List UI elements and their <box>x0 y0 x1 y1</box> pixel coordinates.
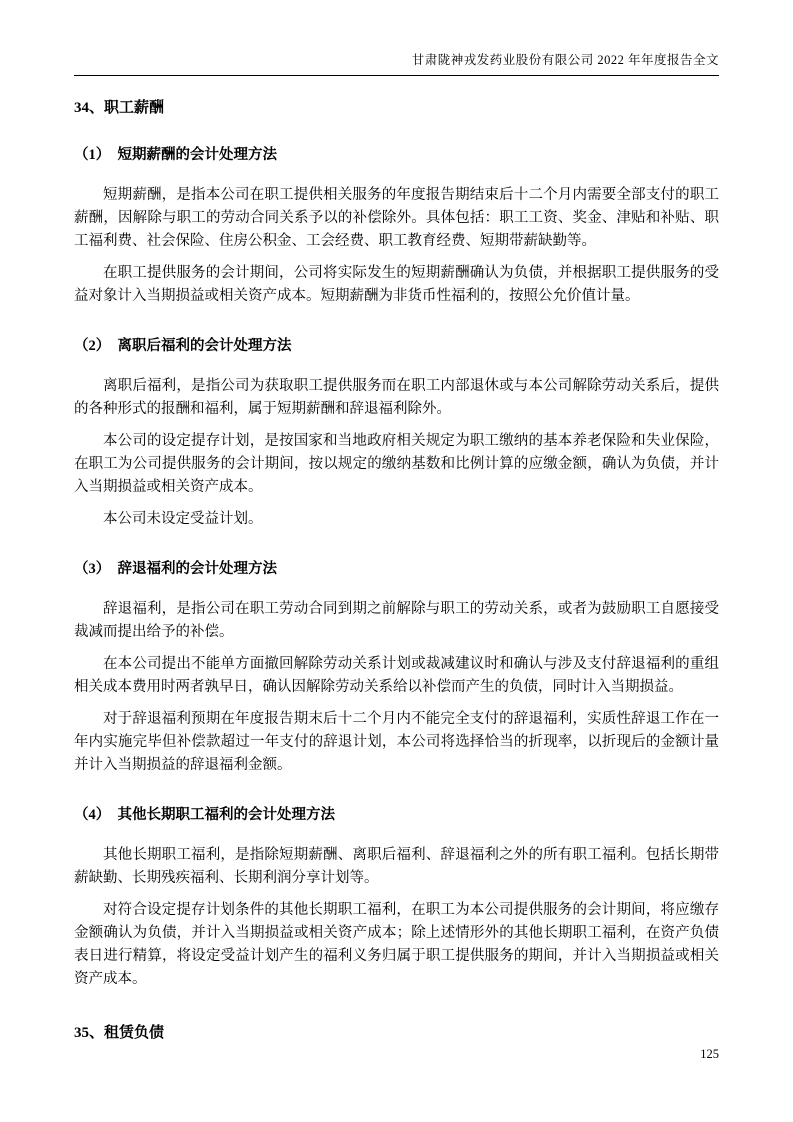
paragraph: 本公司未设定受益计划。 <box>103 511 263 527</box>
section-35-heading: 35、租赁负债 <box>74 1025 165 1041</box>
paragraph: 离职后福利，是指公司为获取职工提供服务而在职工内部退休或与本公司解除劳动关系后，提供的各种形式的报酬和福利，属于短期薪酬和辞退福利除外。 <box>74 378 719 417</box>
page-header <box>74 50 719 76</box>
section-34-heading: 34、职工薪酬 <box>74 100 165 116</box>
paragraph: 在本公司提出不能单方面撤回解除劳动关系计划或裁减建议时和确认与涉及支付辞退福利的重组相关成本费用时两者孰早日，确认因解除劳动关系给以补偿而产生的负债，同时计入当期损益。 <box>74 656 719 695</box>
page-footer <box>700 1047 719 1062</box>
report-title: 甘肃陇神戎发药业股份有限公司 2022 年年度报告全文 <box>411 53 719 67</box>
subsection-2-heading: （2） 离职后福利的会计处理方法 <box>74 338 292 354</box>
paragraph: 辞退福利，是指公司在职工劳动合同到期之前解除与职工的劳动关系，或者为鼓励职工自愿接受裁减而提出给予的补偿。 <box>74 601 719 640</box>
subsection-1-heading: （1） 短期薪酬的会计处理方法 <box>74 147 277 163</box>
paragraph: 其他长期职工福利，是指除短期薪酬、离职后福利、辞退福利之外的所有职工福利。包括长期带薪缺勤、长期残疾福利、长期利润分享计划等。 <box>74 847 719 886</box>
paragraph: 对于辞退福利预期在年度报告期末后十二个月内不能完全支付的辞退福利，实质性辞退工作在一年内实施完毕但补偿款超过一年支付的辞退计划，本公司将选择恰当的折现率，以折现后的金额计量并计入当期损益的辞退福利金额。 <box>74 711 719 773</box>
paragraph: 短期薪酬，是指本公司在职工提供相关服务的年度报告期结束后十二个月内需要全部支付的职工薪酬，因解除与职工的劳动合同关系予以的补偿除外。具体包括：职工工资、奖金、津贴和补贴、职工福利费、社会保险、住房公积金、工会经费、职工教育经费、短期带薪缺勤等。 <box>74 187 719 249</box>
paragraph: 在职工提供服务的会计期间，公司将实际发生的短期薪酬确认为负债，并根据职工提供服务的受益对象计入当期损益或相关资产成本。短期薪酬为非货币性福利的，按照公允价值计量。 <box>74 265 719 304</box>
page-number: 125 <box>700 1047 719 1061</box>
subsection-3-heading: （3） 辞退福利的会计处理方法 <box>74 561 277 577</box>
paragraph: 对符合设定提存计划条件的其他长期职工福利，在职工为本公司提供服务的会计期间，将应缴存金额确认为负债，并计入当期损益或相关资产成本；除上述情形外的其他长期职工福利，在资产负债表日进行精算，将设定受益计划产生的福利义务归属于职工提供服务的期间，并计入当期损益或相关资产成本。 <box>74 902 719 987</box>
paragraph: 本公司的设定提存计划，是按国家和当地政府相关规定为职工缴纳的基本养老保险和失业保险，在职工为公司提供服务的会计期间，按以规定的缴纳基数和比例计算的应缴金额，确认为负债，并计入当期损益或相关资产成本。 <box>74 433 719 495</box>
subsection-4-heading: （4） 其他长期职工福利的会计处理方法 <box>74 807 335 823</box>
